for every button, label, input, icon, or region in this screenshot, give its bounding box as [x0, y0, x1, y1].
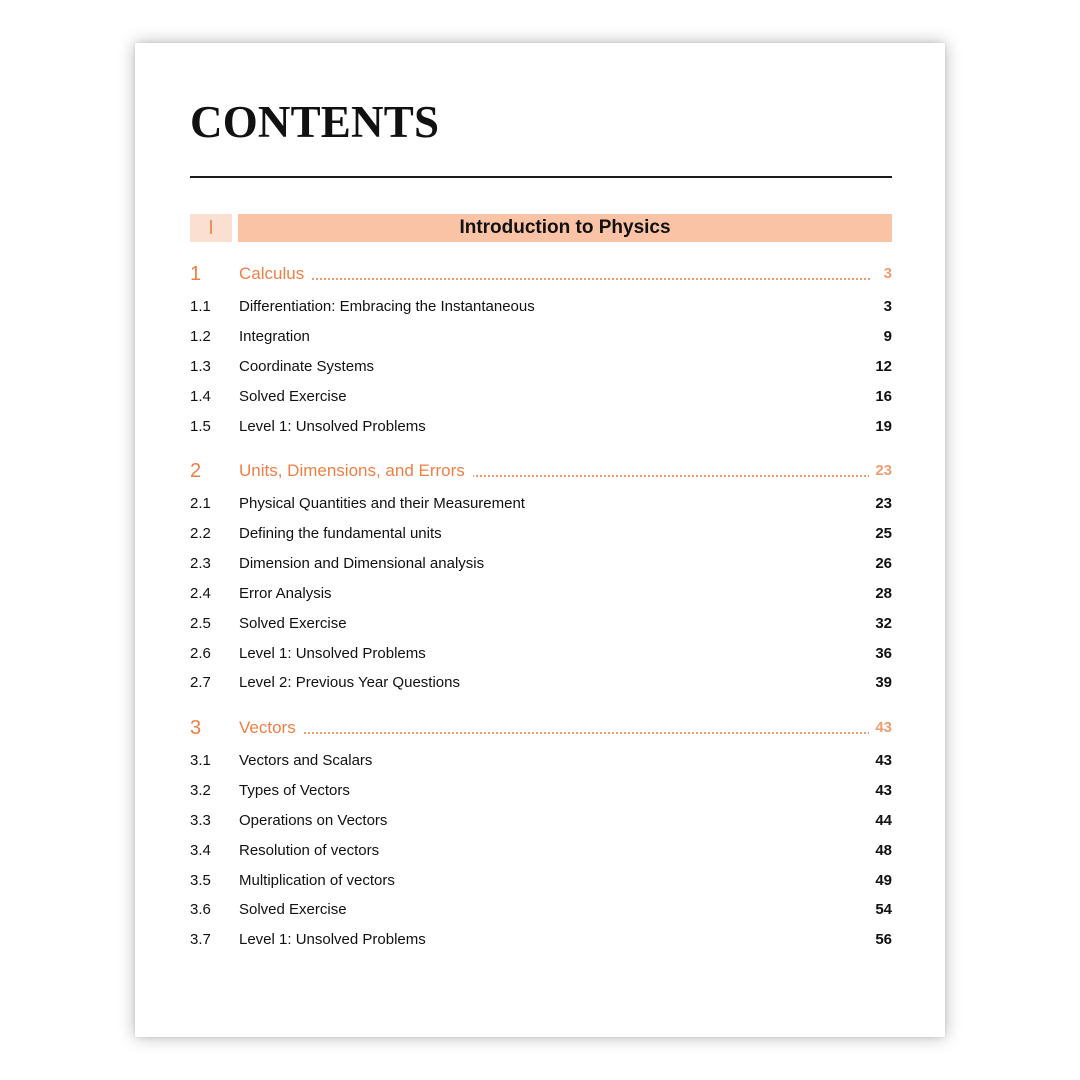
toc-section[interactable]: [190, 553, 892, 575]
chapter-title: Vectors: [239, 715, 304, 741]
toc-section[interactable]: [190, 386, 892, 408]
section-page: 54: [875, 901, 892, 918]
section-title: Vectors and Scalars: [239, 752, 373, 769]
section-number: 1.2: [190, 328, 211, 345]
toc-section[interactable]: [190, 523, 892, 545]
chapter-number: 3: [190, 717, 202, 739]
toc-section[interactable]: [190, 296, 892, 318]
section-title: Dimension and Dimensional analysis: [239, 555, 485, 572]
section-title: Error Analysis: [239, 585, 332, 602]
chapter-title: Units, Dimensions, and Errors: [239, 458, 473, 484]
toc-section[interactable]: [190, 899, 892, 921]
section-number: 2.2: [190, 525, 211, 542]
toc-section[interactable]: [190, 672, 892, 694]
chapter-title: Calculus: [239, 261, 312, 287]
section-number: 1.1: [190, 298, 211, 315]
section-page: 36: [875, 645, 892, 662]
section-title: Solved Exercise: [239, 615, 347, 632]
section-number: 3.1: [190, 752, 211, 769]
section-page: 26: [875, 555, 892, 572]
section-title: Operations on Vectors: [239, 812, 388, 829]
toc-chapter-2[interactable]: [190, 458, 892, 484]
section-number: 2.1: [190, 495, 211, 512]
toc-section[interactable]: [190, 416, 892, 438]
section-title: Solved Exercise: [239, 901, 347, 918]
chapter-number: 1: [190, 263, 202, 285]
toc-section[interactable]: [190, 750, 892, 772]
section-title: Coordinate Systems: [239, 358, 375, 375]
section-title: Multiplication of vectors: [239, 872, 395, 889]
page-title: CONTENTS: [190, 97, 440, 147]
toc-section[interactable]: [190, 583, 892, 605]
dot-leader: [239, 732, 870, 734]
section-number: 2.6: [190, 645, 211, 662]
section-title: Defining the fundamental units: [239, 525, 442, 542]
section-title: Level 2: Previous Year Questions: [239, 674, 460, 691]
toc-section[interactable]: [190, 643, 892, 665]
toc-section[interactable]: [190, 870, 892, 892]
section-number: 3.4: [190, 842, 211, 859]
section-number: 2.7: [190, 674, 211, 691]
chapter-number: 2: [190, 460, 202, 482]
document-page: [135, 43, 945, 1037]
chapter-page: 3: [878, 261, 892, 287]
chapter-page: 23: [869, 458, 892, 484]
section-number: 3.6: [190, 901, 211, 918]
section-page: 56: [875, 931, 892, 948]
section-page: 48: [875, 842, 892, 859]
toc-section[interactable]: [190, 356, 892, 378]
section-number: 3.3: [190, 812, 211, 829]
toc-section[interactable]: [190, 326, 892, 348]
section-page: 9: [883, 328, 892, 345]
toc-section[interactable]: [190, 493, 892, 515]
section-title: Level 1: Unsolved Problems: [239, 645, 426, 662]
section-number: 1.4: [190, 388, 211, 405]
section-number: 3.7: [190, 931, 211, 948]
section-number: 3.2: [190, 782, 211, 799]
section-page: 19: [875, 418, 892, 435]
section-page: 25: [875, 525, 892, 542]
section-title: Integration: [239, 328, 310, 345]
section-page: 12: [875, 358, 892, 375]
toc-section[interactable]: [190, 810, 892, 832]
part-title: Introduction to Physics: [238, 214, 892, 242]
toc-section[interactable]: [190, 929, 892, 951]
section-title: Types of Vectors: [239, 782, 350, 799]
section-number: 2.4: [190, 585, 211, 602]
section-title: Physical Quantities and their Measurement: [239, 495, 525, 512]
section-page: 28: [875, 585, 892, 602]
section-title: Resolution of vectors: [239, 842, 380, 859]
toc-section[interactable]: [190, 780, 892, 802]
toc-section[interactable]: [190, 613, 892, 635]
section-title: Solved Exercise: [239, 388, 347, 405]
section-title: Differentiation: Embracing the Instantaneous: [239, 298, 535, 315]
section-number: 3.5: [190, 872, 211, 889]
section-title: Level 1: Unsolved Problems: [239, 418, 426, 435]
toc-chapter-3[interactable]: [190, 715, 892, 741]
section-page: 39: [875, 674, 892, 691]
section-page: 49: [875, 872, 892, 889]
chapter-page: 43: [869, 715, 892, 741]
section-page: 43: [875, 782, 892, 799]
dot-leader: [239, 278, 870, 280]
section-page: 23: [875, 495, 892, 512]
section-page: 3: [883, 298, 892, 315]
title-rule: [190, 176, 892, 178]
section-number: 1.3: [190, 358, 211, 375]
toc-chapter-1[interactable]: [190, 261, 892, 287]
section-page: 43: [875, 752, 892, 769]
part-header: [190, 214, 892, 242]
toc-section[interactable]: [190, 840, 892, 862]
section-title: Level 1: Unsolved Problems: [239, 931, 426, 948]
section-page: 16: [875, 388, 892, 405]
section-page: 44: [875, 812, 892, 829]
section-page: 32: [875, 615, 892, 632]
section-number: 2.5: [190, 615, 211, 632]
part-number: I: [190, 214, 232, 242]
section-number: 1.5: [190, 418, 211, 435]
section-number: 2.3: [190, 555, 211, 572]
